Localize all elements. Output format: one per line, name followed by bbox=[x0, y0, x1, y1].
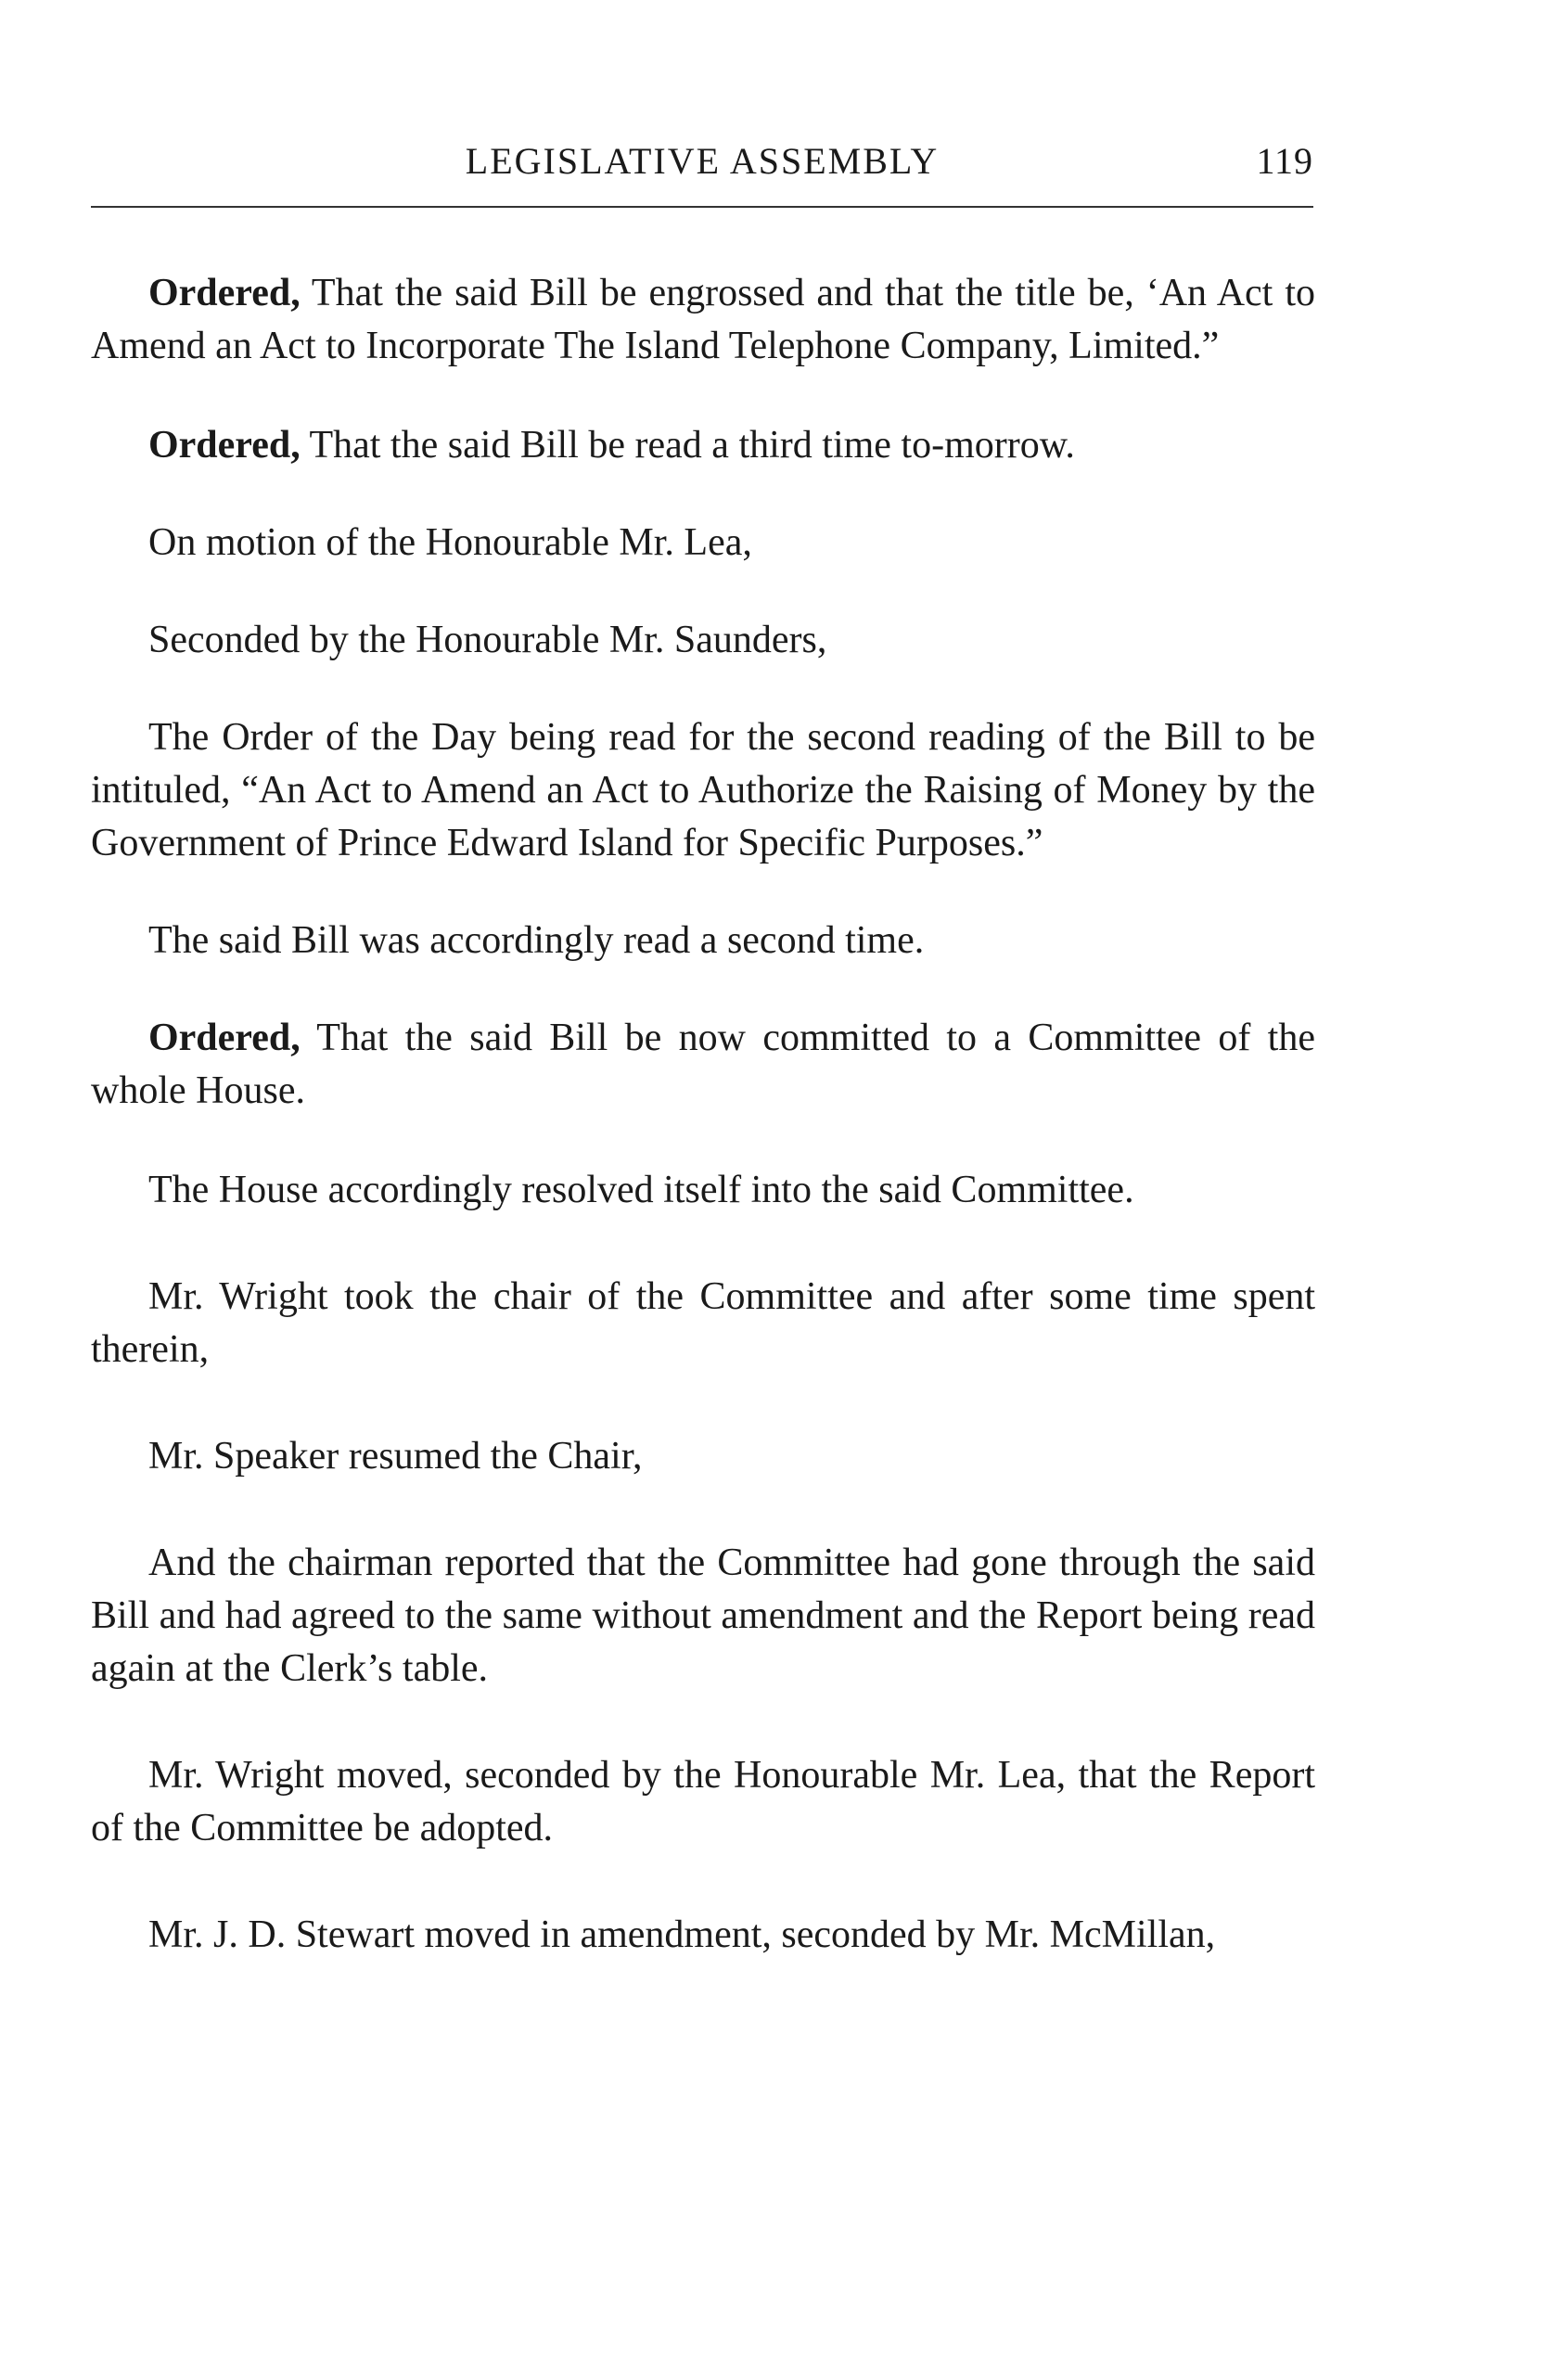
paragraph-ordered-committed bbox=[91, 1012, 1315, 1118]
paragraph-text: On motion of the Honourable Mr. Lea, bbox=[148, 521, 752, 564]
page-header bbox=[91, 139, 1313, 195]
paragraph-house-resolved bbox=[91, 1164, 1315, 1217]
paragraph-text: That the said Bill be now committed to a Committee of the whole House. bbox=[91, 1017, 1315, 1112]
paragraph-seconded bbox=[91, 614, 1315, 667]
paragraph-text: That the said Bill be read a third time to-morrow. bbox=[300, 424, 1075, 467]
paragraph-ordered-engrossed bbox=[91, 267, 1315, 373]
paragraph-wright-chair bbox=[91, 1271, 1315, 1376]
paragraph-motion bbox=[91, 517, 1315, 569]
paragraph-text: The House accordingly resolved itself into the said Committee. bbox=[148, 1169, 1134, 1211]
paragraph-lead: Ordered, bbox=[148, 272, 301, 314]
page-number: 119 bbox=[1256, 140, 1313, 182]
paragraph-lead: Ordered, bbox=[148, 1017, 301, 1059]
header-rule bbox=[91, 206, 1313, 208]
paragraph-text: Mr. Speaker resumed the Chair, bbox=[148, 1435, 643, 1478]
paragraph-wright-moved bbox=[91, 1749, 1315, 1855]
paragraph-text: Mr. J. D. Stewart moved in amendment, seconded by Mr. McMillan, bbox=[148, 1913, 1216, 1956]
paragraph-text: Mr. Wright took the chair of the Committee and after some time spent therein, bbox=[91, 1275, 1315, 1371]
paragraph-speaker-resumed bbox=[91, 1430, 1315, 1483]
running-head: LEGISLATIVE ASSEMBLY bbox=[465, 140, 940, 182]
paragraph-second-reading bbox=[91, 915, 1315, 967]
paragraph-text: Mr. Wright moved, seconded by the Honourable Mr. Lea, that the Report of the Committee be adopted. bbox=[91, 1754, 1315, 1849]
paragraph-chairman-reported bbox=[91, 1537, 1315, 1695]
paragraph-text: And the chairman reported that the Committee had gone through the said Bill and had agreed to the same without amendment and the Report being read again at the Clerk’s table. bbox=[91, 1542, 1315, 1690]
paragraph-text: The Order of the Day being read for the second reading of the Bill to be intituled, “An Act to Amend an Act to Authorize the Raising of Money by the Government of Prince Edward Island for Specific Purposes.” bbox=[91, 716, 1315, 864]
paragraph-ordered-third-reading bbox=[91, 419, 1315, 472]
paragraph-order-of-day bbox=[91, 711, 1315, 870]
paragraph-text: That the said Bill be engrossed and that the title be, ‘An Act to Amend an Act to Incorporate The Island Telephone Company, Limited.” bbox=[91, 272, 1315, 367]
paragraph-stewart-amendment bbox=[91, 1909, 1315, 1962]
paragraph-text: Seconded by the Honourable Mr. Saunders, bbox=[148, 619, 827, 661]
paragraph-lead: Ordered, bbox=[148, 424, 301, 467]
paragraph-text: The said Bill was accordingly read a second time. bbox=[148, 919, 925, 962]
body-text bbox=[91, 267, 1315, 1962]
